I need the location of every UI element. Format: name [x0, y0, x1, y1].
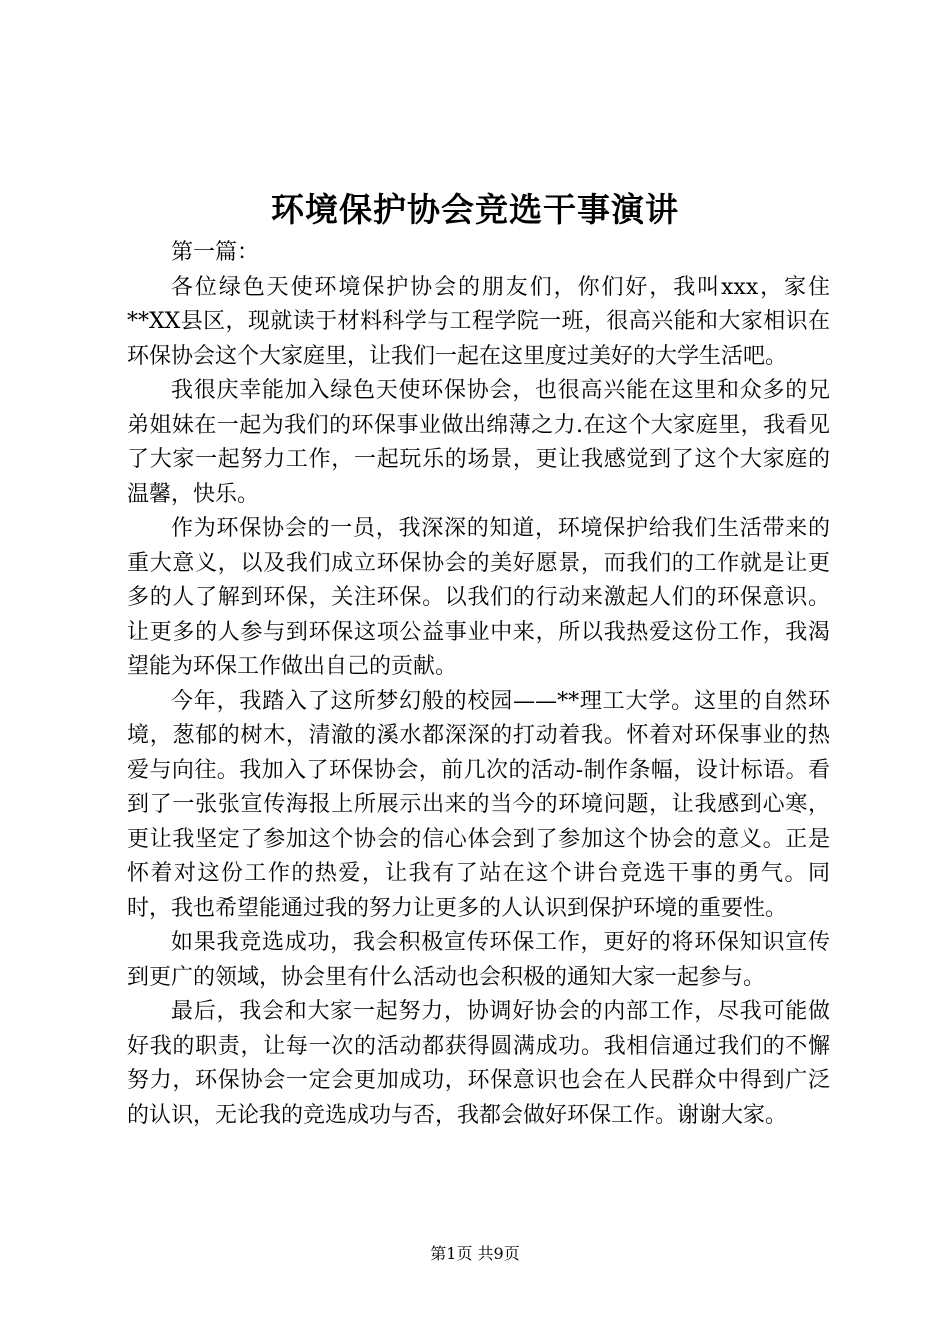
paragraph-4: 今年，我踏入了这所梦幻般的校园——**理工大学。这里的自然环境，葱郁的树木，清澈的溪水都深深的打动着我。怀着对环保事业的热爱与向往。我加入了环保协会，前几次的活动-制作条幅，设计标语。看到了一张张宣传海报上所展示出来的当今的环境问题，让我感到心寒，更让我坚定了参加这个协会的信心体会到了参加这个协会的意义。正是怀着对这份工作的热爱，让我有了站在这个讲台竞选干事的勇气。同时，我也希望能通过我的努力让更多的人认识到保护环境的重要性。: [127, 688, 830, 921]
paragraph-5: 如果我竞选成功，我会积极宣传环保工作，更好的将环保知识宣传到更广的领域，协会里有什么活动也会积极的通知大家一起参与。: [127, 930, 830, 990]
document-body: [127, 236, 830, 1133]
paragraph-3: 作为环保协会的一员，我深深的知道，环境保护给我们生活带来的重大意义，以及我们成立环保协会的美好愿景，而我们的工作就是让更多的人了解到环保，关注环保。以我们的行动来激起人们的环保意识。让更多的人参与到环保这项公益事业中来，所以我热爱这份工作，我渴望能为环保工作做出自己的贡献。: [127, 516, 830, 679]
paragraph-1: 各位绿色天使环境保护协会的朋友们，你们好，我叫xxx，家住**XX县区，现就读于材料科学与工程学院一班，很高兴能和大家相识在环保协会这个大家庭里，让我们一起在这里度过美好的大学生活吧。: [127, 274, 830, 369]
paragraph-6: 最后，我会和大家一起努力，协调好协会的内部工作，尽我可能做好我的职责，让每一次的活动都获得圆满成功。我相信通过我们的不懈努力，环保协会一定会更加成功，环保意识也会在人民群众中得到广泛的认识，无论我的竞选成功与否，我都会做好环保工作。谢谢大家。: [127, 999, 830, 1128]
document-title: 环境保护协会竞选干事演讲: [271, 190, 679, 229]
paragraph-2: 我很庆幸能加入绿色天使环保协会，也很高兴能在这里和众多的兄弟姐妹在一起为我们的环保事业做出绵薄之力.在这个大家庭里，我看见了大家一起努力工作，一起玩乐的场景，更让我感觉到了这个大家庭的温馨，快乐。: [127, 378, 830, 507]
page-footer: [0, 1244, 950, 1264]
page-indicator: 第1页 共9页: [430, 1244, 520, 1263]
section-label: 第一篇：: [171, 240, 260, 265]
